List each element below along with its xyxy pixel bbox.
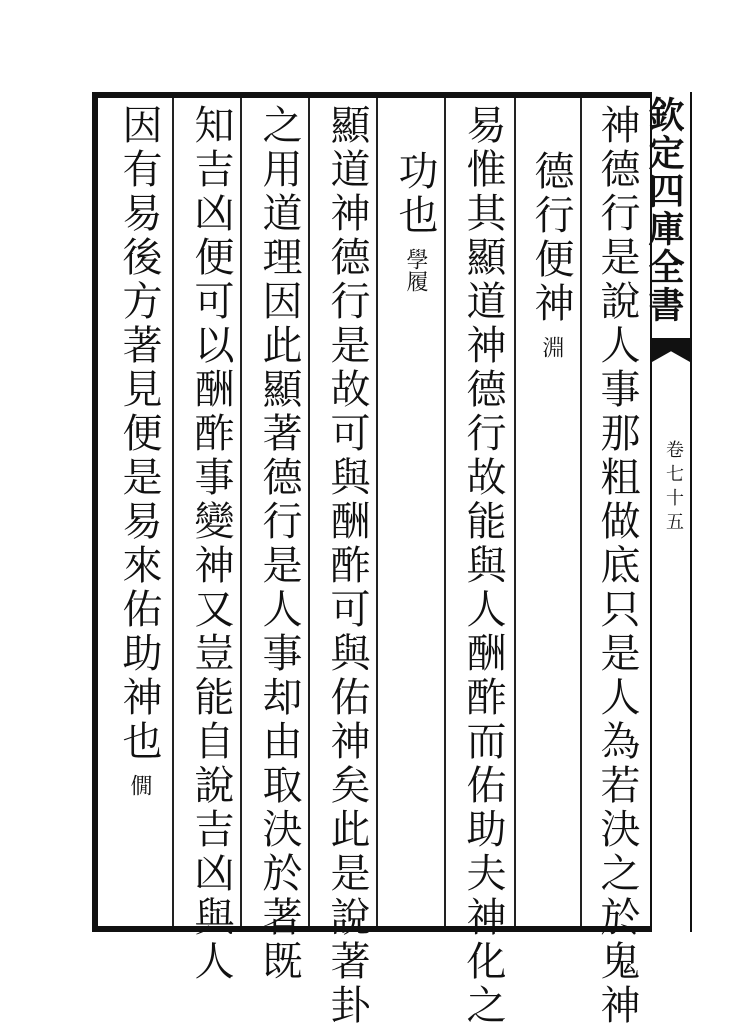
volume-number: 卷七十五 bbox=[663, 440, 684, 536]
text-column-7 bbox=[184, 104, 238, 984]
text-column-4 bbox=[388, 150, 442, 292]
column-rule bbox=[172, 98, 174, 926]
text-column-3 bbox=[456, 104, 510, 1028]
attribution-note: 僩 bbox=[127, 774, 152, 796]
attribution-note: 學履 bbox=[403, 248, 428, 292]
column-rule bbox=[580, 98, 582, 926]
column-text: 德行便神 bbox=[528, 150, 574, 326]
column-rule bbox=[308, 98, 310, 926]
column-text: 顯道神德行是故可與酬酢可與佑神矣此是說著卦 bbox=[324, 104, 370, 1028]
column-rule bbox=[240, 98, 242, 926]
text-column-1 bbox=[590, 104, 644, 1028]
column-text: 之用道理因此顯著德行是人事却由取決於著既 bbox=[256, 104, 302, 984]
text-column-5 bbox=[320, 104, 374, 1028]
column-text: 因有易後方著見便是易來佑助神也 bbox=[116, 104, 162, 764]
attribution-note: 淵 bbox=[539, 336, 564, 358]
book-title: 欽定四庫全書 bbox=[643, 96, 685, 324]
text-column-2 bbox=[524, 150, 578, 358]
column-text: 神德行是說人事那粗做底只是人為若決之於鬼神 bbox=[594, 104, 640, 1028]
column-text: 易惟其顯道神德行故能與人酬酢而佑助夫神化之 bbox=[460, 104, 506, 1028]
text-column-6 bbox=[252, 104, 306, 984]
column-rule bbox=[444, 98, 446, 926]
column-rule bbox=[514, 98, 516, 926]
column-text: 功也 bbox=[392, 150, 438, 238]
text-column-8 bbox=[112, 104, 166, 796]
column-rule bbox=[376, 98, 378, 926]
column-text: 知吉凶便可以酬酢事變神又豈能自說吉凶與人 bbox=[188, 104, 234, 984]
